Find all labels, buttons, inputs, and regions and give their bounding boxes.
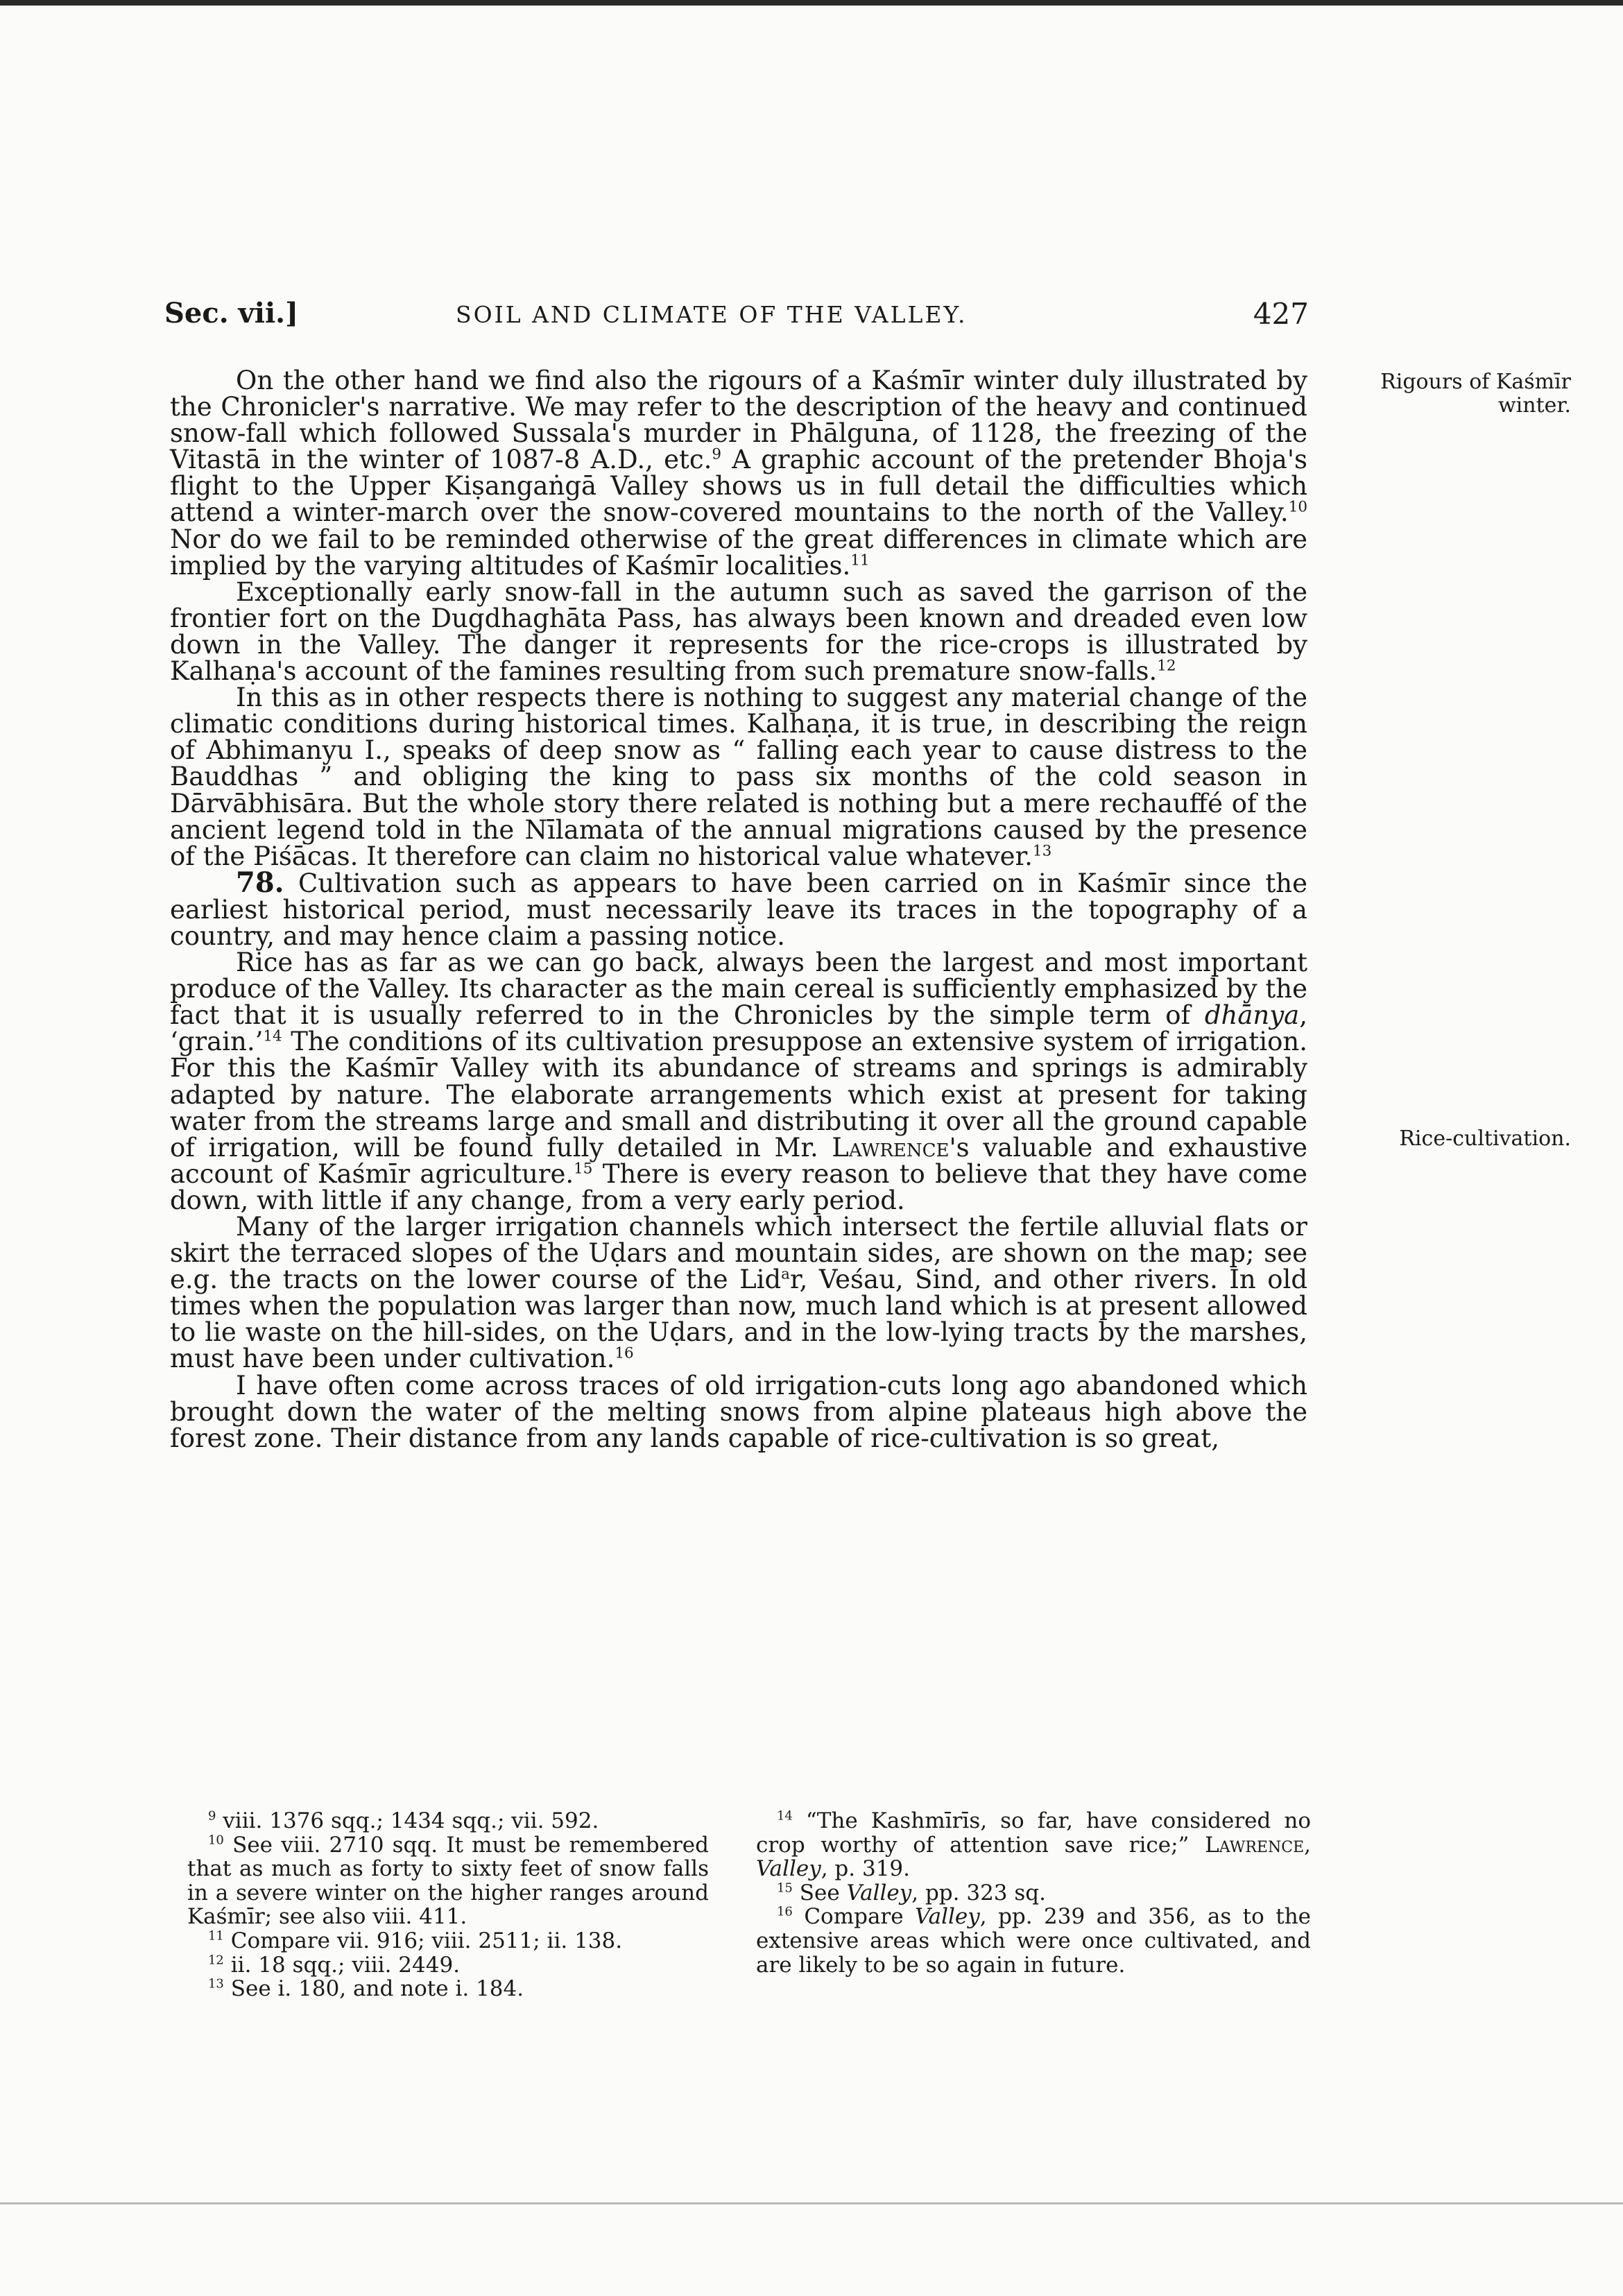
footnote-text: , pp. 323 sq. bbox=[911, 1880, 1046, 1905]
footnote-ref: 14 bbox=[263, 1028, 282, 1046]
paragraph bbox=[170, 1370, 1307, 1453]
text-span: Nor do we fail to be reminded otherwise of the great differences in climate which are implied by the varying altitudes of Kaśmīr localities. bbox=[170, 524, 1307, 581]
footnote-ref: 15 bbox=[574, 1160, 593, 1178]
footnote bbox=[187, 1809, 709, 1833]
footnote-text: ii. 18 sqq.; viii. 2449. bbox=[230, 1952, 461, 1978]
text-span: Lawrence bbox=[832, 1132, 950, 1163]
footnote bbox=[756, 1905, 1311, 1977]
footnote-number: 9 bbox=[208, 1808, 216, 1824]
footnote-text: See bbox=[799, 1880, 840, 1905]
text-span: 's valuable and exhaustive account of Kaśmīr agriculture. bbox=[170, 1132, 1308, 1189]
footnote-ref: 16 bbox=[615, 1345, 634, 1363]
text-span: Rice has as far as we can go back, always been the largest and most important produce of the Valley. Its character as the main cereal is sufficiently emphasized by the fact that it is usually referred to in the Chronicles by the simple term of bbox=[170, 948, 1307, 1031]
footnote-ref: 9 bbox=[712, 445, 722, 463]
footnote-number: 16 bbox=[777, 1905, 793, 1920]
footnote-text: Valley bbox=[756, 1856, 821, 1882]
footnote-text: “The Kashmīrīs, so far, have considered no crop worthy of attention save rice;” bbox=[756, 1808, 1311, 1858]
margin-note-rice: Rice-cultivation. bbox=[1399, 1126, 1571, 1151]
page-number: 427 bbox=[1253, 297, 1309, 331]
paragraph bbox=[170, 1214, 1307, 1373]
text-span: , etc. bbox=[645, 445, 712, 475]
footnote-number: 15 bbox=[777, 1881, 793, 1896]
top-border-rule bbox=[0, 0, 1623, 6]
main-text bbox=[170, 368, 1307, 1452]
footnote-number: 12 bbox=[208, 1953, 224, 1968]
paragraph bbox=[170, 576, 1307, 687]
superscript: a bbox=[781, 1265, 790, 1283]
text-span: Many of the larger irrigation channels which intersect the fertile alluvial flats or skirt the terraced slopes of the Uḍars and mountain sides, are shown on the map; see e.g. the tracts on the lower course of the Lid bbox=[170, 1212, 1307, 1295]
text-span: Cultivation such as appears to have been carried on in Kaśmīr since the earliest historical period, must necessarily leave its traces in the topography of a country, and may hence claim a passing notice. bbox=[170, 868, 1307, 951]
text-span: r, Veśau, Sind, and other rivers. In old times when the population was larger than now, much land which is at present allowed to lie waste on the hill-sides, on the Uḍars, and in the low-lying tracts by the marshes, must have been under cultivation. bbox=[170, 1265, 1308, 1374]
footnote-text: viii. 1376 sqq.; 1434 sqq.; vii. 592. bbox=[223, 1808, 599, 1833]
footnote-ref: 13 bbox=[1032, 842, 1052, 860]
section-number: 78. bbox=[236, 866, 284, 899]
footnote-number: 11 bbox=[208, 1928, 224, 1944]
paragraph bbox=[170, 685, 1307, 870]
section-label: Sec. vii.] bbox=[164, 297, 299, 329]
footnote-ref: 10 bbox=[1288, 499, 1307, 517]
text-span: Exceptionally early snow-fall in the autumn such as saved the garrison of the frontier fort on the Dugdhaghāta Pass, has always been known and dreaded even low down in the Valley. The danger it represents for the rice-crops is illustrated by Kalhaṇa's account of the famines resulting from such premature snow-falls. bbox=[170, 576, 1307, 687]
margin-note-rigours: Rigours of Kaśmīr winter. bbox=[1380, 370, 1571, 418]
text-span: I have often come across traces of old irrigation-cuts long ago abandoned which brought down the water of the melting snows from alpine plateaus high above the forest zone. Their distance from any lands capable of rice-cultivation is so great, bbox=[170, 1370, 1307, 1453]
footnote-text: Valley bbox=[846, 1880, 912, 1905]
footnote bbox=[756, 1881, 1311, 1905]
footnote-text: , pp. 239 and 356, as to the extensive areas which were once cultivated, and are likely to be so again in future. bbox=[756, 1904, 1312, 1978]
text-span: In this as in other respects there is nothing to suggest any material change of the climatic conditions during historical times. Kalhaṇa, it is true, in describing the reign of Abhimanyu I., speaks of deep snow as “ falling each year to cause distress to the Bauddhas ” and obliging the king to pass six months of the cold season in Dārvābhisāra. But the whole story there related is nothing but a mere rechauffé of the ancient legend told in the Nīlamata of the annual migrations caused by the presence of the Piśācas. It therefore can claim no historical value whatever. bbox=[170, 683, 1307, 871]
bottom-scan-edge bbox=[0, 2202, 1623, 2204]
footnote-text: Compare vii. 916; viii. 2511; ii. 138. bbox=[230, 1928, 623, 1953]
footnote bbox=[187, 1977, 709, 2001]
footnote-text: Lawrence bbox=[1205, 1832, 1305, 1858]
footnote-text: See viii. 2710 sqq. It must be remembered that as much as forty to sixty feet of snow falls in a severe winter on the higher ranges around Kaśmīr; see also viii. 411. bbox=[187, 1832, 709, 1930]
footnote-number: 10 bbox=[208, 1833, 224, 1848]
footnote-text: , p. 319. bbox=[821, 1856, 911, 1882]
footnote-ref: 11 bbox=[850, 551, 870, 569]
text-span: On the other hand we find also the rigours of a Kaśmīr winter duly illustrated by the Chronicler's narrative. We may refer to the description of the heavy and continued snow-fall which followed Sussala's murder in Phālguna, of 1128 bbox=[170, 366, 1307, 449]
footnote-text: , bbox=[1304, 1832, 1311, 1858]
running-header bbox=[164, 297, 1309, 339]
footnote-text: See i. 180, and note i. 184. bbox=[230, 1976, 524, 2002]
footnote-ref: 12 bbox=[1157, 657, 1176, 675]
text-span: A.D. bbox=[590, 445, 646, 475]
footnote bbox=[187, 1953, 709, 1978]
footnote-text: Valley bbox=[915, 1904, 980, 1930]
running-title: SOIL AND CLIMATE OF THE VALLEY. bbox=[456, 301, 968, 328]
footnote-text: Compare bbox=[804, 1904, 904, 1930]
footnote bbox=[187, 1833, 709, 1929]
paragraph bbox=[170, 950, 1307, 1214]
text-span: dhānya bbox=[1204, 1000, 1300, 1031]
footnote-number: 13 bbox=[208, 1976, 224, 1991]
paragraph bbox=[170, 866, 1307, 951]
text-span: There is every reason to believe that they have come down, with little if any change, from a very early period. bbox=[170, 1158, 1307, 1215]
text-span: The conditions of its cultivation presuppose an extensive system of irrigation. For this the Kaśmīr Valley with its abundance of streams and springs is admirably adapted by nature. The elaborate arrangements which exist at present for taking water from the streams large and small and distributing it over all the ground capable of irrigation, will be found fully detailed in Mr. bbox=[170, 1027, 1307, 1163]
footnotes-right-column bbox=[756, 1809, 1311, 1977]
footnote bbox=[756, 1809, 1311, 1881]
footnote bbox=[187, 1929, 709, 1953]
footnotes-left-column bbox=[187, 1809, 709, 2001]
text-span: A graphic account of the pretender Bhoja's flight to the Upper Kiṣangaṅgā Valley shows us in full detail the difficulties which attend a winter-march over the snow-covered mountains to the north of the Valley. bbox=[170, 445, 1307, 528]
footnote-number: 14 bbox=[777, 1808, 793, 1824]
paragraph bbox=[170, 368, 1307, 579]
text-span: , the freezing of the Vitastā in the winter of 1087-8 bbox=[170, 418, 1308, 475]
text-span: , ‘grain.’ bbox=[170, 1000, 1307, 1057]
